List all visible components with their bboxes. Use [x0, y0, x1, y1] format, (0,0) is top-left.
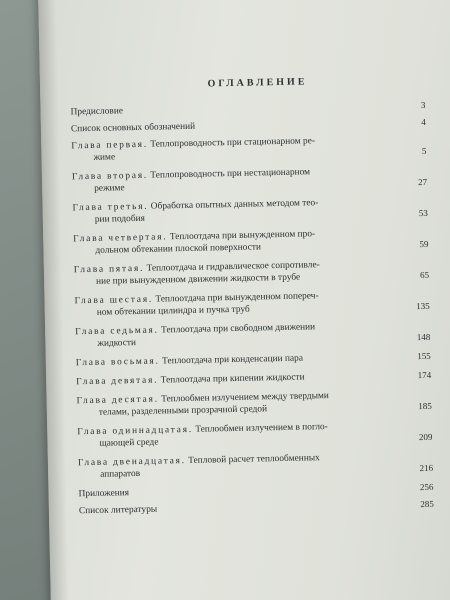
- toc-entry-title-continued: жидкости: [97, 338, 137, 349]
- toc-entry-title-continued: режиме: [94, 183, 125, 194]
- toc-page-number: 256: [419, 481, 434, 493]
- toc-entry-label: Глава восьмая.: [75, 356, 160, 369]
- toc-entry-title-continued: жиме: [93, 152, 116, 163]
- toc-page-number: 135: [416, 300, 430, 312]
- toc-page-number: 185: [418, 400, 432, 412]
- toc-entry: [78, 450, 433, 481]
- toc-page-number: 155: [417, 350, 431, 362]
- toc-entry-title-continued: телами, разделенными прозрачной средой: [98, 404, 268, 418]
- toc-entry-title: Теплоотдача при кипении жидкости: [160, 372, 305, 386]
- toc-entry-title: Теплопроводность при стационарном ре-: [150, 136, 316, 150]
- toc-entry-label: Глава одиннадцатая.: [77, 424, 194, 438]
- toc-entry-text: [78, 481, 433, 500]
- toc-entry: [72, 195, 427, 226]
- toc-entry-text: [76, 350, 431, 369]
- toc-list: [70, 99, 434, 517]
- toc-entry-title: Тепловой расчет теплообменных: [188, 453, 320, 466]
- toc-page-number: 3: [420, 99, 426, 111]
- toc-entry: [77, 419, 432, 450]
- toc-entry-label: Глава десятая.: [76, 394, 159, 407]
- toc-page-number: 285: [420, 498, 434, 510]
- toc-entry-title-continued: аппаратов: [100, 468, 141, 480]
- toc-entry-title-continued: дольном обтекании плоской поверхности: [95, 242, 262, 256]
- toc-page-number: 209: [418, 431, 433, 443]
- toc-entry-title: Теплоотдача при свободном движении: [161, 322, 316, 336]
- toc-page-number: 27: [418, 176, 428, 188]
- toc-entry-text: [71, 116, 426, 135]
- toc-entry-text: [76, 369, 431, 388]
- toc-entry-title-continued: ном обтекании цилиндра и пучка труб: [96, 304, 250, 318]
- toc-entry-label: Глава пятая.: [73, 263, 145, 276]
- toc-entry-title: Теплообмен излучением между твердыми: [161, 390, 330, 405]
- table-of-contents: [70, 74, 434, 522]
- toc-entry-label: Предисловие: [70, 106, 124, 118]
- toc-entry-title: Теплообмен излучением в погло-: [195, 422, 328, 435]
- toc-entry-label: Глава вторая.: [71, 170, 149, 183]
- toc-entry-title: Теплоотдача и гидравлическое сопротивле-: [146, 260, 320, 274]
- toc-page-number: 148: [416, 331, 431, 343]
- toc-entry: [72, 164, 427, 195]
- toc-entry: [71, 116, 426, 135]
- toc-entry-label: Глава двенадцатая.: [77, 456, 186, 469]
- toc-entry-text: [70, 99, 425, 118]
- toc-entry: [74, 288, 429, 319]
- toc-entry: [76, 388, 431, 419]
- toc-entry: [75, 319, 430, 350]
- toc-entry-title: Обработка опытных данных методом тео-: [150, 198, 319, 212]
- toc-entry-title: Теплоотдача при конденсации пара: [162, 353, 304, 367]
- toc-entry: [76, 350, 431, 369]
- toc-page-number: 216: [419, 462, 434, 474]
- toc-title: ОГЛАВЛЕНИЕ: [207, 76, 308, 90]
- toc-entry-label: Глава девятая.: [76, 375, 159, 388]
- toc-entry-label: Список литературы: [78, 504, 158, 517]
- toc-entry: [78, 481, 433, 500]
- toc-entry-title: Теплоотдача при вынужденном про-: [169, 229, 316, 243]
- toc-entry-label: Глава четвертая.: [73, 232, 168, 245]
- toc-entry-title-continued: рии подобия: [94, 213, 145, 225]
- toc-entry-title-continued: ние при вынужденном движении жидкости в трубе: [96, 272, 301, 287]
- toc-entry-title: Теплопроводность при нестационарном: [150, 167, 311, 181]
- toc-entry-label: Глава первая.: [71, 139, 149, 152]
- toc-page-number: 5: [421, 145, 427, 156]
- toc-entry-label: Приложения: [78, 488, 130, 500]
- toc-page-number: 59: [419, 238, 429, 250]
- toc-page-number: 53: [418, 207, 428, 219]
- toc-entry-title: Теплоотдача при вынужденном попереч-: [155, 291, 319, 305]
- toc-page-number: 174: [417, 369, 432, 381]
- toc-entry-label: Список основных обозначений: [70, 121, 196, 135]
- toc-entry: [74, 257, 429, 288]
- toc-entry-text: [79, 498, 434, 517]
- toc-entry: [79, 498, 434, 517]
- toc-entry-label: Глава шестая.: [74, 294, 154, 307]
- toc-entry-label: Глава седьмая.: [75, 325, 159, 338]
- toc-entry-title-continued: щающей среде: [99, 437, 159, 449]
- toc-page-number: 65: [419, 269, 430, 281]
- toc-entry-label: Глава третья.: [72, 201, 149, 214]
- toc-entry: [70, 99, 425, 118]
- toc-entry: [73, 226, 428, 257]
- toc-page-number: 4: [421, 116, 426, 127]
- toc-entry: [76, 369, 431, 388]
- toc-entry: [71, 133, 426, 164]
- page-spine-shadow: [38, 0, 69, 600]
- book-page: [38, 0, 450, 600]
